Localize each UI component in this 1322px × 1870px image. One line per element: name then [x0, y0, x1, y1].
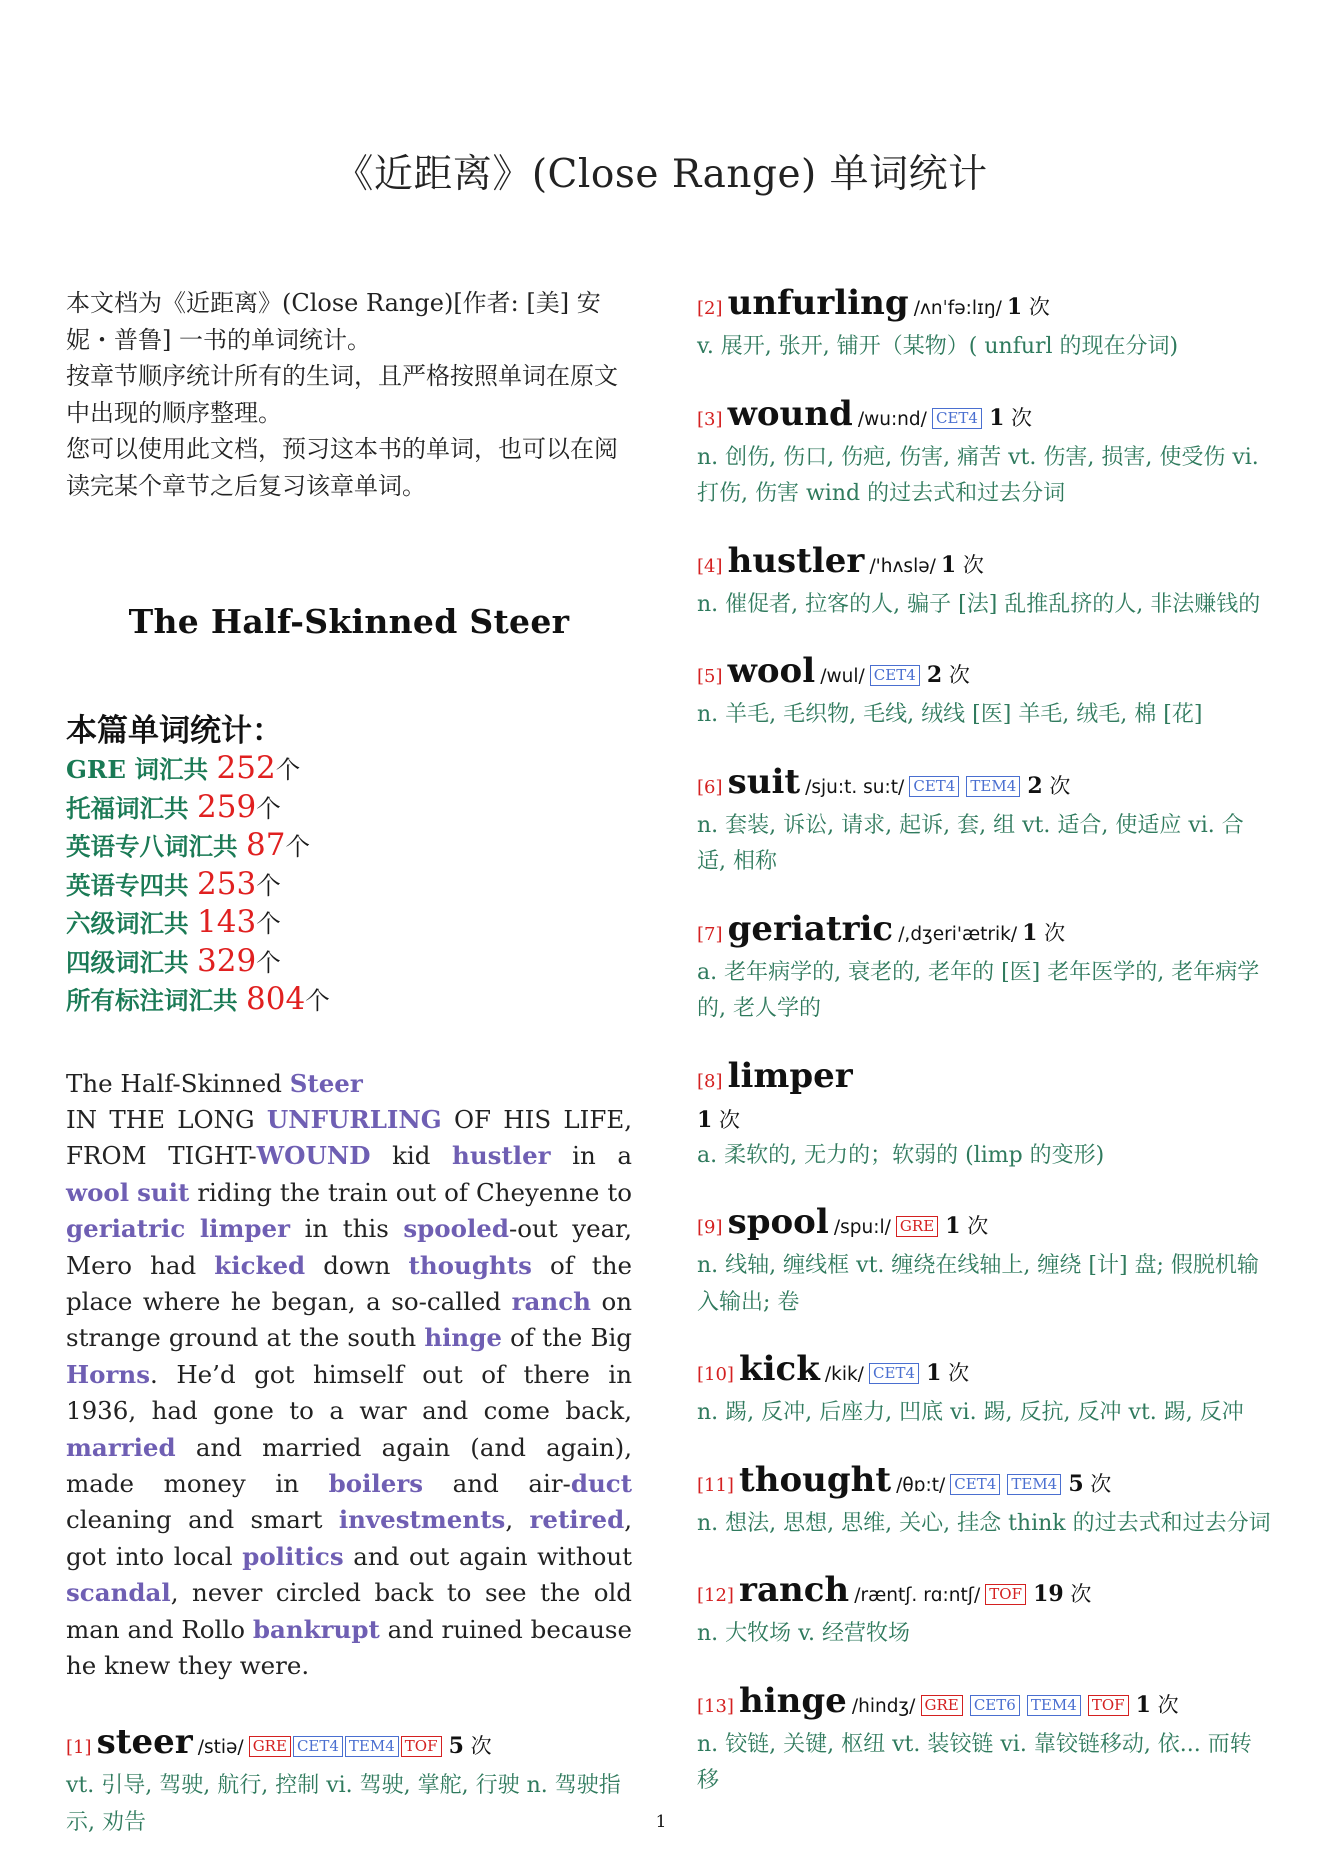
entry-count: 1 次 [697, 1106, 740, 1133]
entry-count: 2 次 [1027, 772, 1071, 799]
stat-cet6: 六级词汇共 143个 [66, 904, 281, 940]
entry-count: 5 次 [448, 1733, 492, 1760]
highlighted-word: spooled [403, 1214, 510, 1244]
entry-definition: n. 铰链, 关键, 枢纽 vt. 装铰链 vi. 靠铰链移动, 依... 而转移 [697, 1731, 1252, 1793]
story-title: The Half-Skinned Steer [128, 602, 570, 641]
vocab-entry [697, 394, 1272, 513]
highlighted-word: limper [199, 1214, 291, 1244]
highlighted-word: suit [137, 1177, 190, 1207]
tag-gre: GRE [896, 1216, 938, 1237]
entry-index: [7] [697, 923, 723, 945]
entry-definition: n. 催促者, 拉客的人, 骗子 [法] 乱推乱挤的人, 非法赚钱的 [697, 591, 1261, 617]
entry-definition: a. 柔软的, 无力的；软弱的 (limp 的变形) [697, 1142, 1105, 1168]
stat-tem8: 英语专八词汇共 87个 [66, 827, 310, 863]
entry-ipa: /'hʌslə/ [869, 555, 936, 577]
tag-cet4: CET4 [869, 1363, 919, 1384]
entry-definition: n. 羊毛, 毛织物, 毛线, 绒线 [医] 羊毛, 绒毛, 棉 [花] [697, 702, 1203, 727]
tag-tof: TOF [985, 1584, 1026, 1605]
entry-index: [4] [697, 555, 723, 577]
entry-word: steer [96, 1722, 193, 1763]
entry-index: [8] [697, 1070, 723, 1092]
highlighted-word: boilers [328, 1468, 424, 1498]
entry-definition: n. 套装, 诉讼, 请求, 起诉, 套, 组 vt. 适合, 使适应 vi. 合适, 相称 [697, 812, 1244, 874]
entry-index: [10] [697, 1364, 734, 1385]
vocab-entry [697, 541, 1272, 624]
highlighted-word: wool [66, 1177, 130, 1207]
highlighted-word: hinge [424, 1323, 502, 1353]
entry-word: hustler [727, 540, 865, 581]
page-number: 1 [655, 1812, 667, 1832]
entry-count: 1 次 [926, 1360, 970, 1386]
document-title: 《近距离》(Close Range) 单词统计 [334, 152, 988, 197]
entry-ipa: /spu:l/ [833, 1217, 891, 1238]
entry-word: wool [727, 651, 816, 691]
entry-index: [1] [66, 1737, 92, 1759]
highlighted-word: politics [242, 1541, 344, 1571]
vocab-entry [697, 651, 1272, 734]
passage-text: IN THE LONG UNFURLING OF HIS LIFE, FROM TIGHT-WOUND kid hustler in a wool suit riding the train out of Cheyenne to geriatric limper in this spooled-out year, Mero had kicked down thoughts of the place where he began, a so-called ranch on strange ground at the south hinge of the Big Horns. He’d got himself out of there in 1936, had gone to a war and come back, married and married again (and again), made money in boilers and air-duct cleaning and smart investments, retired, got into local politics and out again without scandal, never circled back to see the old man and Rollo bankrupt and ruined because he knew they were. [66, 1104, 633, 1680]
entry-definition: n. 大牧场 v. 经营牧场 [697, 1621, 910, 1646]
entry-definition: n. 踢, 反冲, 后座力, 凹底 vi. 踢, 反抗, 反冲 vt. 踢, 反冲 [697, 1400, 1244, 1425]
entry-index: [2] [697, 298, 723, 319]
entry-word: thought [739, 1459, 892, 1500]
stat-gre: GRE 词汇共 252个 [66, 750, 301, 786]
entry-word: unfurling [727, 283, 909, 323]
highlighted-word: Steer [289, 1068, 363, 1098]
vocab-entry [697, 283, 1272, 366]
highlighted-word: married [66, 1432, 176, 1462]
entry-ipa: /θɒ:t/ [896, 1474, 946, 1496]
intro [66, 285, 632, 504]
entry-index: [3] [697, 408, 723, 430]
entry-definition: v. 展开, 张开, 铺开（某物）( unfurl 的现在分词) [697, 334, 1179, 359]
entry-word: limper [727, 1055, 853, 1096]
tag-gre: GRE [921, 1695, 963, 1716]
highlighted-word: ranch [511, 1286, 591, 1316]
highlighted-word: scandal [66, 1578, 171, 1608]
entry-index: [12] [697, 1585, 734, 1606]
entry-ipa: /ʌnˈfə:lɪŋ/ [913, 298, 1002, 319]
intro-line: 按章节顺序统计所有的生词，且严格按照单词在原文中出现的顺序整理。 [66, 362, 618, 427]
tag-tof: TOF [401, 1736, 442, 1757]
entry-word: hinge [739, 1680, 847, 1721]
entry-count: 1 次 [989, 404, 1033, 431]
entry-count: 19 次 [1033, 1581, 1092, 1607]
entry-count: 2 次 [926, 662, 970, 688]
highlighted-word: thoughts [408, 1250, 532, 1280]
entry-definition: vt. 引导, 驾驶, 航行, 控制 vi. 驾驶, 掌舵, 行驶 n. 驾驶指示, 劝告 [66, 1773, 621, 1835]
story-passage [66, 1066, 632, 1685]
highlighted-word: investments [338, 1505, 506, 1535]
entry-ipa: /kik/ [824, 1364, 864, 1385]
vocab-entry [697, 1460, 1272, 1543]
entry-ipa: /wul/ [820, 666, 865, 687]
entry-word: geriatric [727, 908, 894, 949]
entry-count: 1 次 [1006, 294, 1050, 320]
stat-all: 所有标注词汇共 804个 [66, 981, 330, 1017]
entry-definition: n. 线轴, 缠线框 vt. 缠绕在线轴上, 缠绕 [计] 盘; 假脱机输入输出; 卷 [697, 1253, 1259, 1315]
entry-word: wound [727, 393, 853, 434]
stats-heading: 本篇单词统计： [66, 713, 283, 749]
entry-count: 5 次 [1068, 1470, 1112, 1497]
tag-cet4: CET4 [932, 408, 982, 429]
tag-cet4: CET4 [870, 665, 920, 686]
entry-count: 1 次 [1022, 919, 1066, 946]
stat-cet4: 四级词汇共 329个 [66, 942, 281, 979]
tag-tem4: TEM4 [345, 1736, 399, 1757]
entry-ipa: /,dʒeri'ætrik/ [898, 923, 1018, 945]
entry-ipa: /wu:nd/ [857, 408, 927, 430]
tag-tem4: TEM4 [1007, 1474, 1061, 1495]
stat-toefl: 托福词汇共 259个 [66, 788, 281, 825]
entry-ipa: /hindʒ/ [851, 1695, 916, 1717]
tag-cet4: CET4 [909, 776, 959, 797]
intro-line: 本文档为《近距离》(Close Range)[作者: [美] 安妮・普鲁] 一书的单词统计。 [66, 289, 601, 354]
entry-index: [6] [697, 776, 723, 798]
entry-ipa: /ræntʃ. rɑ:ntʃ/ [854, 1585, 981, 1606]
highlighted-word: kicked [214, 1250, 306, 1280]
entry-word: ranch [739, 1570, 850, 1610]
entry-index: [5] [697, 666, 723, 687]
entry-definition: a. 老年病学的, 衰老的, 老年的 [医] 老年医学的, 老年病学的, 老人学的 [697, 959, 1260, 1021]
entry-definition: n. 创伤, 伤口, 伤疤, 伤害, 痛苦 vt. 伤害, 损害, 使受伤 vi. 打伤, 伤害 wind 的过去式和过去分词 [697, 444, 1259, 506]
highlighted-word: hustler [452, 1141, 551, 1171]
entry-index: [13] [697, 1695, 734, 1717]
left-column [66, 285, 632, 1841]
vocab-entry [697, 1349, 1272, 1432]
entry-word: kick [739, 1349, 820, 1389]
entry-index: [9] [697, 1217, 723, 1238]
highlighted-word: duct [570, 1468, 633, 1498]
highlighted-word: geriatric [66, 1214, 186, 1244]
highlighted-word: bankrupt [252, 1614, 380, 1644]
entry-word: suit [727, 761, 801, 802]
tag-cet4: CET4 [293, 1736, 343, 1757]
vocab-entry [697, 909, 1272, 1028]
entry-ipa: /stiə/ [197, 1737, 244, 1759]
vocab-stats [66, 750, 632, 1020]
vocab-entry [697, 1202, 1272, 1321]
passage-heading: The Half-Skinned Steer [66, 1068, 363, 1098]
entry-definition: n. 想法, 思想, 思维, 关心, 挂念 think 的过去式和过去分词 [697, 1510, 1271, 1536]
vocab-entry [697, 1570, 1272, 1653]
highlighted-word: UNFURLING [266, 1104, 442, 1134]
highlighted-word: Horns [66, 1359, 151, 1389]
entry-count: 1 次 [945, 1213, 989, 1239]
highlighted-word: WOUND [256, 1141, 371, 1171]
vocab-entry [697, 762, 1272, 881]
right-column [697, 283, 1272, 1800]
entry-ipa: /sju:t. su:t/ [805, 776, 905, 798]
entry-word: spool [727, 1202, 829, 1242]
stat-tem4: 英语专四共 253个 [66, 865, 281, 902]
tag-gre: GRE [249, 1736, 291, 1757]
entry-count: 1 次 [940, 551, 984, 578]
intro-line: 您可以使用此文档，预习这本书的单词，也可以在阅读完某个章节之后复习该章单词。 [66, 435, 618, 500]
highlighted-word: retired [529, 1505, 625, 1535]
tag-tof: TOF [1088, 1695, 1129, 1716]
vocab-entry [697, 1681, 1272, 1800]
tag-cet6: CET6 [970, 1695, 1020, 1716]
tag-tem4: TEM4 [1027, 1695, 1081, 1716]
entry-count: 1 次 [1135, 1691, 1179, 1718]
tag-tem4: TEM4 [966, 776, 1020, 797]
entry-index: [11] [697, 1474, 734, 1496]
vocab-entry [697, 1056, 1272, 1175]
tag-cet4: CET4 [950, 1474, 1000, 1495]
